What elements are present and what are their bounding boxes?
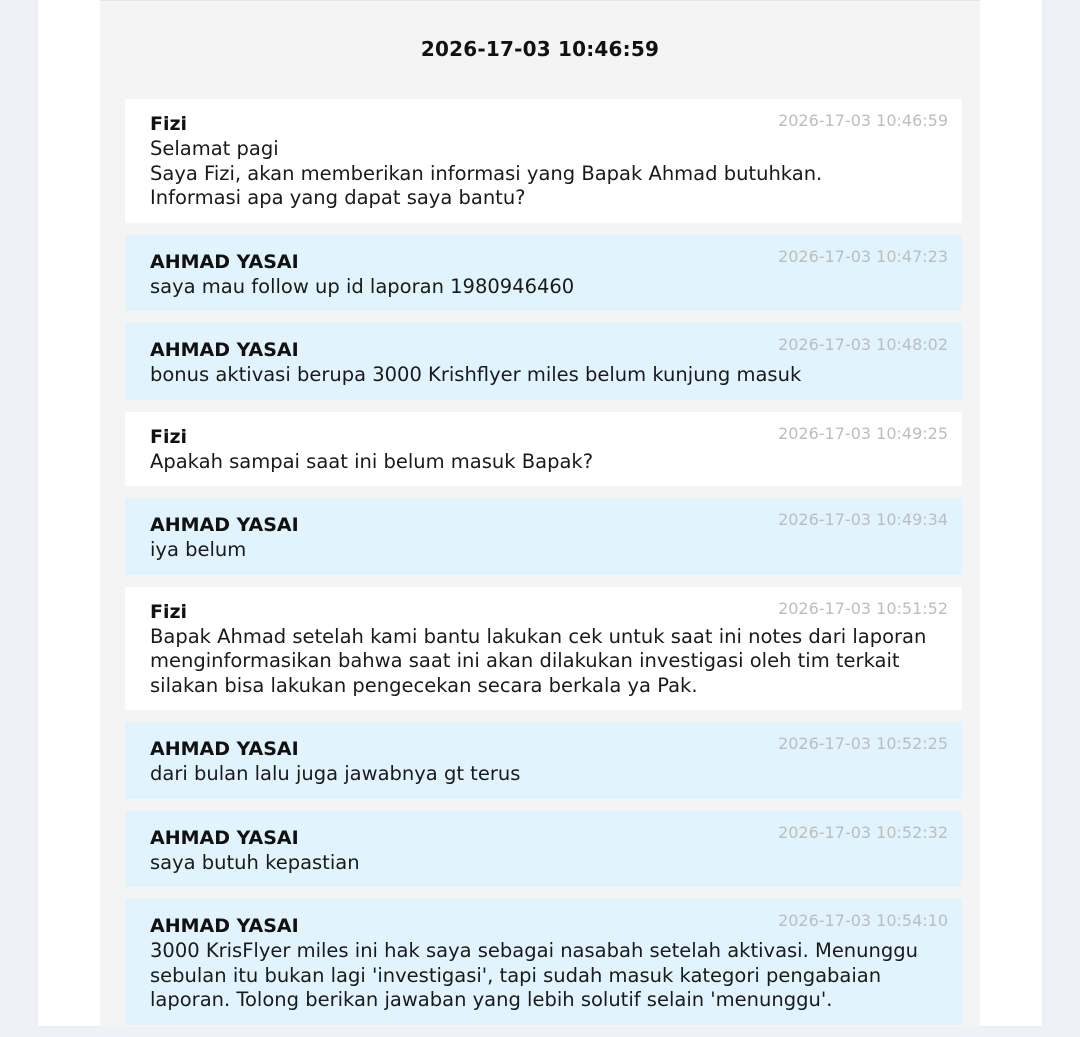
agent-message: [125, 99, 962, 223]
message-text-line: 3000 KrisFlyer miles ini hak saya sebagai nasabah setelah aktivasi. Menunggu: [150, 939, 919, 962]
message-timestamp: 2026-17-03 10:48:02: [778, 335, 948, 354]
message-text-line: Selamat pagi: [150, 137, 279, 160]
message-sender: AHMAD YASAI: [150, 826, 299, 849]
message-sender: Fizi: [150, 113, 188, 135]
message-sender: AHMAD YASAI: [150, 738, 299, 760]
message-text-line: saya mau follow up id laporan 1980946460: [150, 274, 575, 298]
chat-transcript-panel: [100, 0, 980, 1027]
message-text-line: Apakah sampai saat ini belum masuk Bapak?: [150, 449, 594, 473]
message-timestamp: 2026-17-03 10:54:10: [778, 911, 948, 930]
message-sender: AHMAD YASAI: [150, 339, 299, 361]
page-container: [38, 0, 1042, 1026]
message-timestamp: 2026-17-03 10:46:59: [778, 111, 948, 130]
message-sender: AHMAD YASAI: [150, 915, 299, 937]
message-text-line: menginformasikan bahwa saat ini akan dilakukan investigasi oleh tim terkait: [150, 649, 900, 672]
customer-message: [125, 235, 962, 312]
message-timestamp: 2026-17-03 10:51:52: [778, 598, 948, 618]
message-text-line: bonus aktivasi berupa 3000 Krishflyer miles belum kunjung masuk: [150, 363, 802, 386]
customer-message: [125, 899, 962, 1025]
message-timestamp: 2026-17-03 10:47:23: [778, 246, 948, 266]
message-text-line: Informasi apa yang dapat saya bantu?: [150, 186, 526, 209]
message-text-line: iya belum: [150, 538, 247, 561]
customer-message: [125, 323, 962, 400]
message-text-line: Bapak Ahmad setelah kami bantu lakukan cek untuk saat ini notes dari laporan: [150, 624, 927, 648]
agent-message: [125, 412, 962, 487]
message-text-line: silakan bisa lakukan pengecekan secara berkala ya Pak.: [150, 673, 698, 697]
message-text-line: dari bulan lalu juga jawabnya gt terus: [150, 762, 521, 785]
message-text-line: saya butuh kepastian: [150, 850, 360, 874]
message-text-line: Saya Fizi, akan memberikan informasi yang Bapak Ahmad butuhkan.: [150, 161, 823, 185]
message-list: [125, 99, 962, 1037]
agent-message: [125, 587, 962, 711]
message-timestamp: 2026-17-03 10:49:25: [778, 423, 948, 443]
customer-message: [125, 498, 962, 575]
customer-message: [125, 722, 962, 799]
message-text-line: laporan. Tolong berikan jawaban yang lebih solutif selain 'menunggu'.: [150, 988, 833, 1011]
message-sender: Fizi: [150, 600, 188, 623]
message-text-line: sebulan itu bukan lagi 'investigasi', tapi sudah masuk kategori pengabaian: [150, 963, 882, 987]
transcript-datetime: 2026-17-03 10:46:59: [420, 37, 660, 61]
message-timestamp: 2026-17-03 10:52:25: [778, 734, 948, 753]
message-timestamp: 2026-17-03 10:52:32: [778, 822, 948, 842]
message-sender: AHMAD YASAI: [150, 250, 299, 273]
message-sender: Fizi: [150, 425, 188, 448]
message-timestamp: 2026-17-03 10:49:34: [778, 510, 948, 529]
message-sender: AHMAD YASAI: [150, 514, 299, 536]
customer-message: [125, 811, 962, 888]
